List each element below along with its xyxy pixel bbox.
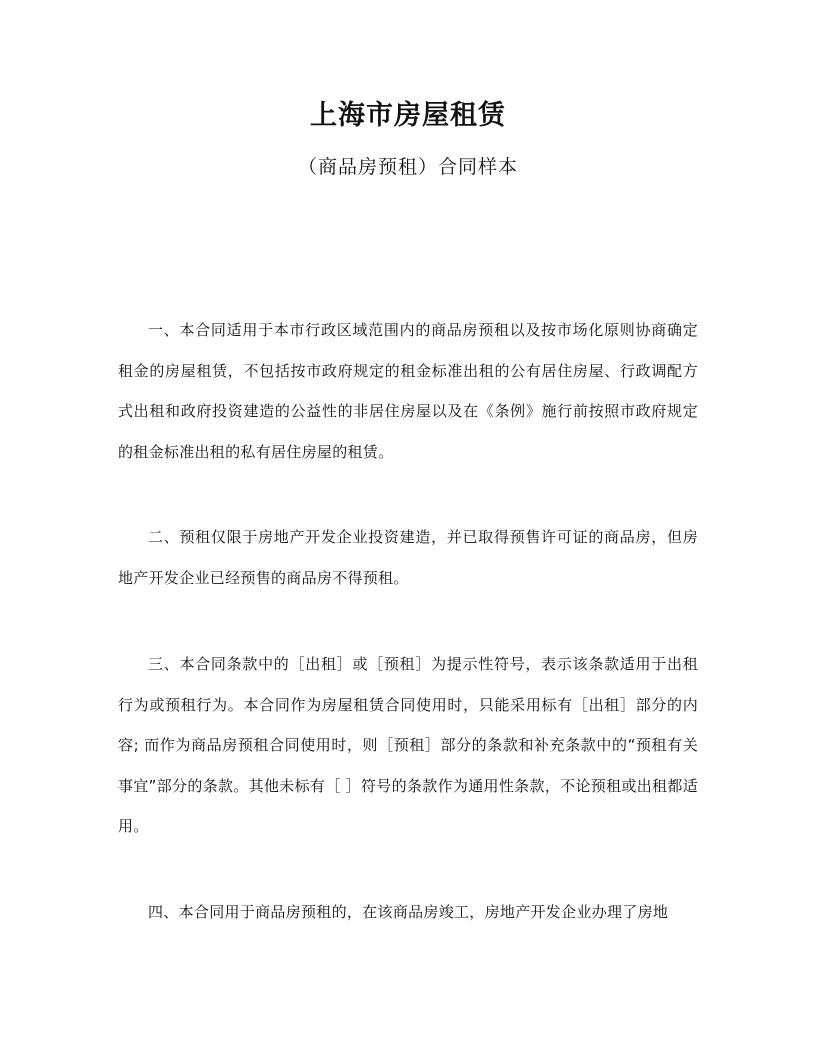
document-title: 上海市房屋租赁 <box>310 100 506 131</box>
paragraph-3: 三、本合同条款中的［出租］或［预租］为提示性符号，表示该条款适用于出租行为或预租行为。本合同作为房屋租赁合同使用时，只能采用标有［出租］部分的内容; 而作为商品房预租合同使用时，则［预租］部分的条款和补充条款中的“预租有关事宜”部分的条款。其他未标有［ ］符号的条款作为通用性条款，不论预租或出租都适用。 <box>118 655 698 836</box>
document-subtitle: （商品房预租）合同样本 <box>297 156 518 178</box>
paragraph-2: 二、预租仅限于房地产开发企业投资建造，并已取得预售许可证的商品房，但房地产开发企业已经预售的商品房不得预租。 <box>118 528 698 587</box>
paragraph-4: 四、本合同用于商品房预租的，在该商品房竣工，房地产开发企业办理了房地 <box>148 903 669 921</box>
paragraph-1: 一、本合同适用于本市行政区域范围内的商品房预租以及按市场化原则协商确定租金的房屋租赁，不包括按市政府规定的租金标准出租的公有居住房屋、行政调配方式出租和政府投资建造的公益性的非居住房屋以及在《条例》施行前按照市政府规定的租金标准出租的私有居住房屋的租赁。 <box>118 321 698 461</box>
